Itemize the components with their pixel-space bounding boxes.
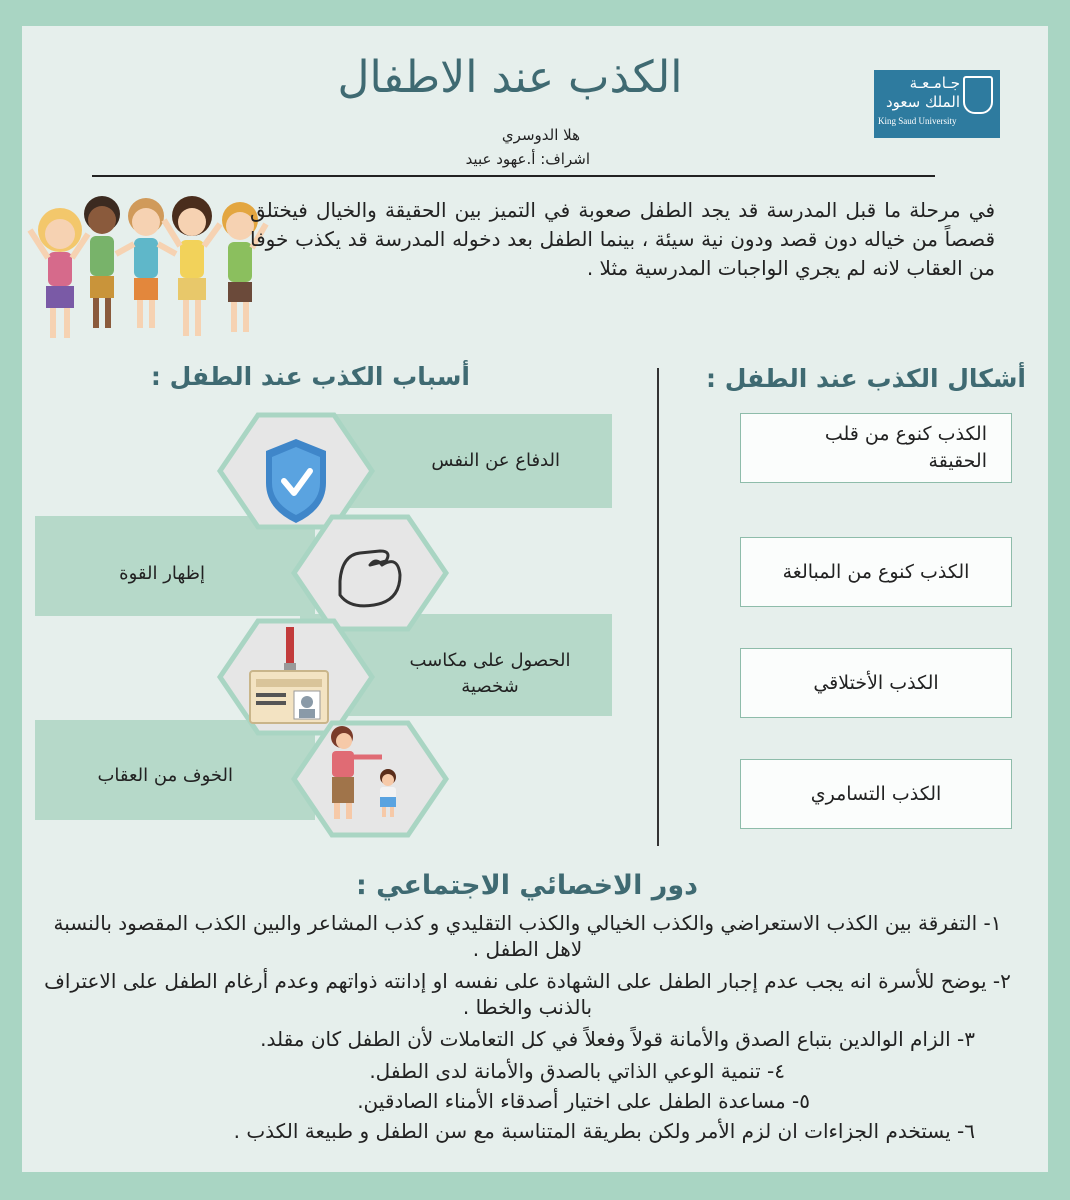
poster-title: الكذب عند الاطفال xyxy=(337,52,683,103)
author-name: هلا الدوسري xyxy=(501,126,580,144)
cause-label-show-power: إظهار القوة xyxy=(119,563,205,584)
child-figure-4 xyxy=(164,196,220,336)
hexagon-self-defense xyxy=(220,415,372,527)
hexagon-show-power xyxy=(294,517,446,629)
causes-hexagons xyxy=(210,405,450,865)
form-box-exaggeration: الكذب كنوع من المبالغة xyxy=(740,537,1012,607)
role-item-5: ٥- مساعدة الطفل على اختيار أصدقاء الأمناء الصادقين. xyxy=(357,1089,810,1113)
logo-english-name: King Saud University xyxy=(878,116,957,126)
university-logo xyxy=(874,70,1000,138)
causes-heading: أسباب الكذب عند الطفل : xyxy=(150,362,470,391)
form-box-entertainment: الكذب التسامري xyxy=(740,759,1012,829)
child-figure-1 xyxy=(30,208,88,338)
hexagon-fear-punishment xyxy=(294,723,446,835)
form-box-reversal: الكذب كنوع من قلب الحقيقة xyxy=(740,413,1012,483)
cause-label-fear-punishment: الخوف من العقاب xyxy=(97,765,233,786)
forms-heading: أشكال الكذب عند الطفل : xyxy=(706,364,1026,393)
supervisor-name: اشراف: أ.عهود عبيد xyxy=(465,150,590,168)
cause-label-self-defense: الدفاع عن النفس xyxy=(431,450,560,471)
role-item-6: ٦- يستخدم الجزاءات ان لزم الأمر ولكن بطريقة المتناسبة مع سن الطفل و طبيعة الكذب . xyxy=(233,1119,975,1143)
logo-arabic-name: جـامـعـة الملك سعود xyxy=(885,74,960,111)
children-illustration xyxy=(22,190,272,358)
title-divider xyxy=(92,175,935,177)
logo-crest-icon xyxy=(963,76,993,114)
child-figure-3 xyxy=(116,198,176,328)
form-box-fabrication: الكذب الأختلاقي xyxy=(740,648,1012,718)
role-item-3: ٣- الزام الوالدين بتباع الصدق والأمانة قولاً وفعلاً في كل التعاملات لأن الطفل كان مقلد. xyxy=(260,1027,975,1051)
role-heading: دور الاخصائي الاجتماعي : xyxy=(355,870,698,901)
hexagon-personal-gain xyxy=(220,621,372,733)
intro-paragraph: في مرحلة ما قبل المدرسة قد يجد الطفل صعوبة في التميز بين الحقيقة والخيال فيختلق قصصاً من خياله دون قصد ودون نية سيئة ، بينما الطفل بعد دخوله المدرسة قد يكذب خوفا من العقاب لانه لم يجري الواجبات المدرسية مثلا . xyxy=(250,198,995,280)
role-item-4: ٤- تنمية الوعي الذاتي بالصدق والأمانة لدى الطفل. xyxy=(369,1059,785,1083)
role-item-1: ١- التفرقة بين الكذب الاستعراضي والكذب الخيالي والكذب التقليدي و كذب المشاعر والبين الكذب المقصود بالنسبة لاهل الطفل . xyxy=(53,911,1002,961)
column-divider xyxy=(657,368,659,846)
role-item-2: ٢- يوضح للأسرة انه يجب عدم إجبار الطفل على الشهادة على نفسه او إدانته ذواتهم وعدم أرغام الطفل على الاعتراف بالذنب والخطا . xyxy=(44,969,1011,1019)
child-figure-2 xyxy=(84,196,120,328)
cause-label-personal-gain: الحصول على مكاسب شخصية xyxy=(409,650,571,697)
